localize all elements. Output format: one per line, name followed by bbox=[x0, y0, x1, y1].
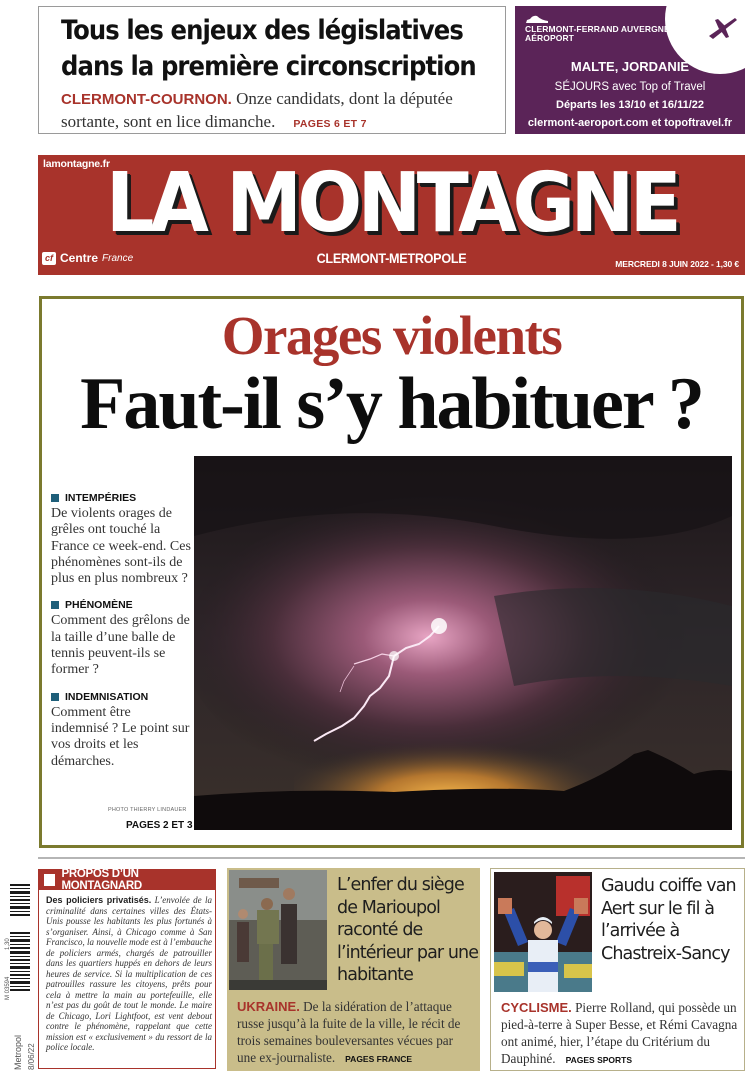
main-pages-ref: PAGES 2 ET 3 bbox=[126, 820, 193, 831]
cycling-photo[interactable] bbox=[494, 872, 592, 992]
group-brand-suffix: France bbox=[102, 252, 134, 264]
ad-destinations: MALTE, JORDANIE bbox=[570, 59, 690, 74]
airplane-icon bbox=[705, 12, 739, 42]
white-square-icon bbox=[44, 874, 55, 886]
section-divider bbox=[38, 857, 745, 859]
airport-logo-icon bbox=[525, 14, 549, 24]
ukraine-pages-ref: PAGES FRANCE bbox=[345, 1054, 413, 1064]
teaser-headline-line1: Tous les enjeux des législatives bbox=[61, 15, 463, 46]
sidebar-text: De violents orages de grêles ont touché la France ce week-end. Ces phénomènes sont-ils de plus en plus nombreux ? bbox=[51, 506, 191, 587]
barcode-price: 1,30 bbox=[5, 938, 11, 950]
teaser-headline-line2: dans la première circonscription bbox=[61, 51, 476, 82]
main-headline: Faut-il s’y habituer ? bbox=[80, 363, 703, 445]
barcode-edition: Metropol bbox=[13, 1034, 23, 1070]
sidebar-label-text: INTEMPÉRIES bbox=[65, 492, 137, 504]
propos-body bbox=[46, 895, 212, 1053]
teaser-lede-text: Onze candidats, dont la députée sortante, sont en lice dimanche. bbox=[61, 89, 453, 131]
site-url[interactable]: lamontagne.fr bbox=[43, 158, 110, 170]
ukraine-kicker: UKRAINE. bbox=[237, 999, 300, 1014]
sidebar-label-text: INDEMNISATION bbox=[65, 690, 149, 703]
sidebar-label-text: PHÉNOMÈNE bbox=[65, 599, 133, 612]
main-story[interactable] bbox=[39, 296, 744, 848]
sidebar-text: Comment être indemnisé ? Le point sur vos droits et les démarches. bbox=[51, 704, 190, 769]
centre-france-icon: cf bbox=[42, 252, 56, 265]
main-kicker: Orages violents bbox=[221, 305, 562, 366]
cycling-lede bbox=[501, 999, 741, 1069]
sidebar-label-intemperies bbox=[51, 492, 191, 504]
airport-name-line1: CLERMONT-FERRAND AUVERGNE bbox=[525, 24, 670, 34]
teaser-pages-ref: PAGES 6 ET 7 bbox=[293, 118, 367, 130]
sidebar-label-phenomene bbox=[51, 599, 191, 611]
barcode-side-text bbox=[3, 0, 36, 1079]
date-price: MERCREDI 8 JUIN 2022 - 1,30 € bbox=[615, 259, 739, 269]
square-bullet-icon bbox=[51, 693, 59, 701]
ukraine-lede-text: De la sidération de l’attaque russe jusqu’à la fuite de la ville, le récit de trois semaines bouleversantes vécues par une ex-journaliste. bbox=[237, 999, 461, 1065]
airport-name-line2: AÉROPORT bbox=[525, 33, 574, 43]
main-sidebar bbox=[51, 492, 191, 782]
cyclist-podium-image bbox=[494, 872, 592, 992]
airport-ad[interactable] bbox=[515, 6, 745, 134]
cycling-story[interactable] bbox=[490, 868, 745, 1071]
square-bullet-icon bbox=[51, 601, 59, 609]
propos-label: PROPOS D’UN MONTAGNARD bbox=[61, 868, 142, 892]
propos-body-text: L’envolée de la criminalité dans certaines villes des États-Unis pousse les habitants les plus fortunés à s’organiser. Ainsi, à Chicago comme à San Francisco, la nouvelle mode est à l’embauche de policiers armés, chargés de patrouiller dans les quartiers huppés en dehors de leurs heures de service. Si la multiplication de ces patrouilles rassure les citoyens, prêts pour cela à mettre la main au portefeuille, elle n’est pas du goût de tout le monde. Le maire de Chicago, Lori Lightfoot, est vent debout contre le phénomène, rappelant que cette mission est « exclusivement » du ressort de la police locale. bbox=[46, 895, 212, 1052]
sidebar-block-indemnisation bbox=[51, 691, 191, 770]
sidebar-label-indemnisation bbox=[51, 691, 191, 703]
photo-credit: PHOTO THIERRY LINDAUER bbox=[108, 807, 187, 813]
ad-departs: Départs les 13/10 et 16/11/22 bbox=[556, 99, 704, 111]
barcode-code: M 03594 bbox=[5, 976, 11, 1000]
teaser-kicker: CLERMONT-COURNON. bbox=[61, 91, 232, 108]
barcode-date: 8/06/22 bbox=[27, 1043, 36, 1070]
ukraine-lede bbox=[237, 998, 475, 1068]
cycling-pages-ref: PAGES SPORTS bbox=[565, 1055, 633, 1065]
ukraine-headline: L’enfer du siège de Marioupol raconté de l’intérieur par une habitante bbox=[337, 875, 479, 985]
top-teaser-legislatives[interactable] bbox=[38, 6, 506, 134]
teaser-lede bbox=[61, 88, 501, 135]
cycling-headline: Gaudu coiffe van Aert sur le fil à l’arrivée à Chastreix-Sancy bbox=[601, 876, 736, 964]
teaser-headline bbox=[61, 13, 501, 85]
propos-montagnard[interactable] bbox=[38, 869, 216, 1069]
masthead bbox=[38, 155, 745, 275]
edition-name: CLERMONT-METROPOLE bbox=[316, 250, 467, 266]
storm-photo[interactable] bbox=[194, 456, 732, 830]
sidebar-block-phenomene bbox=[51, 599, 191, 678]
ad-sejours: SÉJOURS avec Top of Travel bbox=[554, 81, 706, 93]
soldiers-image bbox=[229, 870, 327, 990]
square-bullet-icon bbox=[51, 494, 59, 502]
ukraine-story[interactable] bbox=[227, 868, 480, 1071]
propos-header bbox=[39, 870, 215, 890]
airport-name bbox=[525, 25, 705, 43]
ukraine-photo[interactable] bbox=[229, 870, 327, 990]
cycling-kicker: CYCLISME. bbox=[501, 1000, 572, 1015]
propos-lead: Des policiers privatisés. bbox=[46, 895, 152, 905]
newspaper-title: LA MONTAGNE bbox=[105, 156, 678, 251]
cycling-lede-text: Pierre Rolland, qui possède un pied-à-terre à Super Besse, et Rémi Cavagna ont animé, hier, l’étape du Critérium du Dauphiné. bbox=[501, 1000, 738, 1066]
sidebar-block-intemperies bbox=[51, 492, 191, 587]
lightning-storm-image bbox=[194, 456, 732, 830]
group-brand: Centre bbox=[60, 251, 99, 265]
ad-urls[interactable]: clermont-aeroport.com et topoftravel.fr bbox=[527, 117, 733, 129]
sidebar-text: Comment des grêlons de la taille d’une balle de tennis peuvent-ils se former ? bbox=[51, 613, 190, 678]
